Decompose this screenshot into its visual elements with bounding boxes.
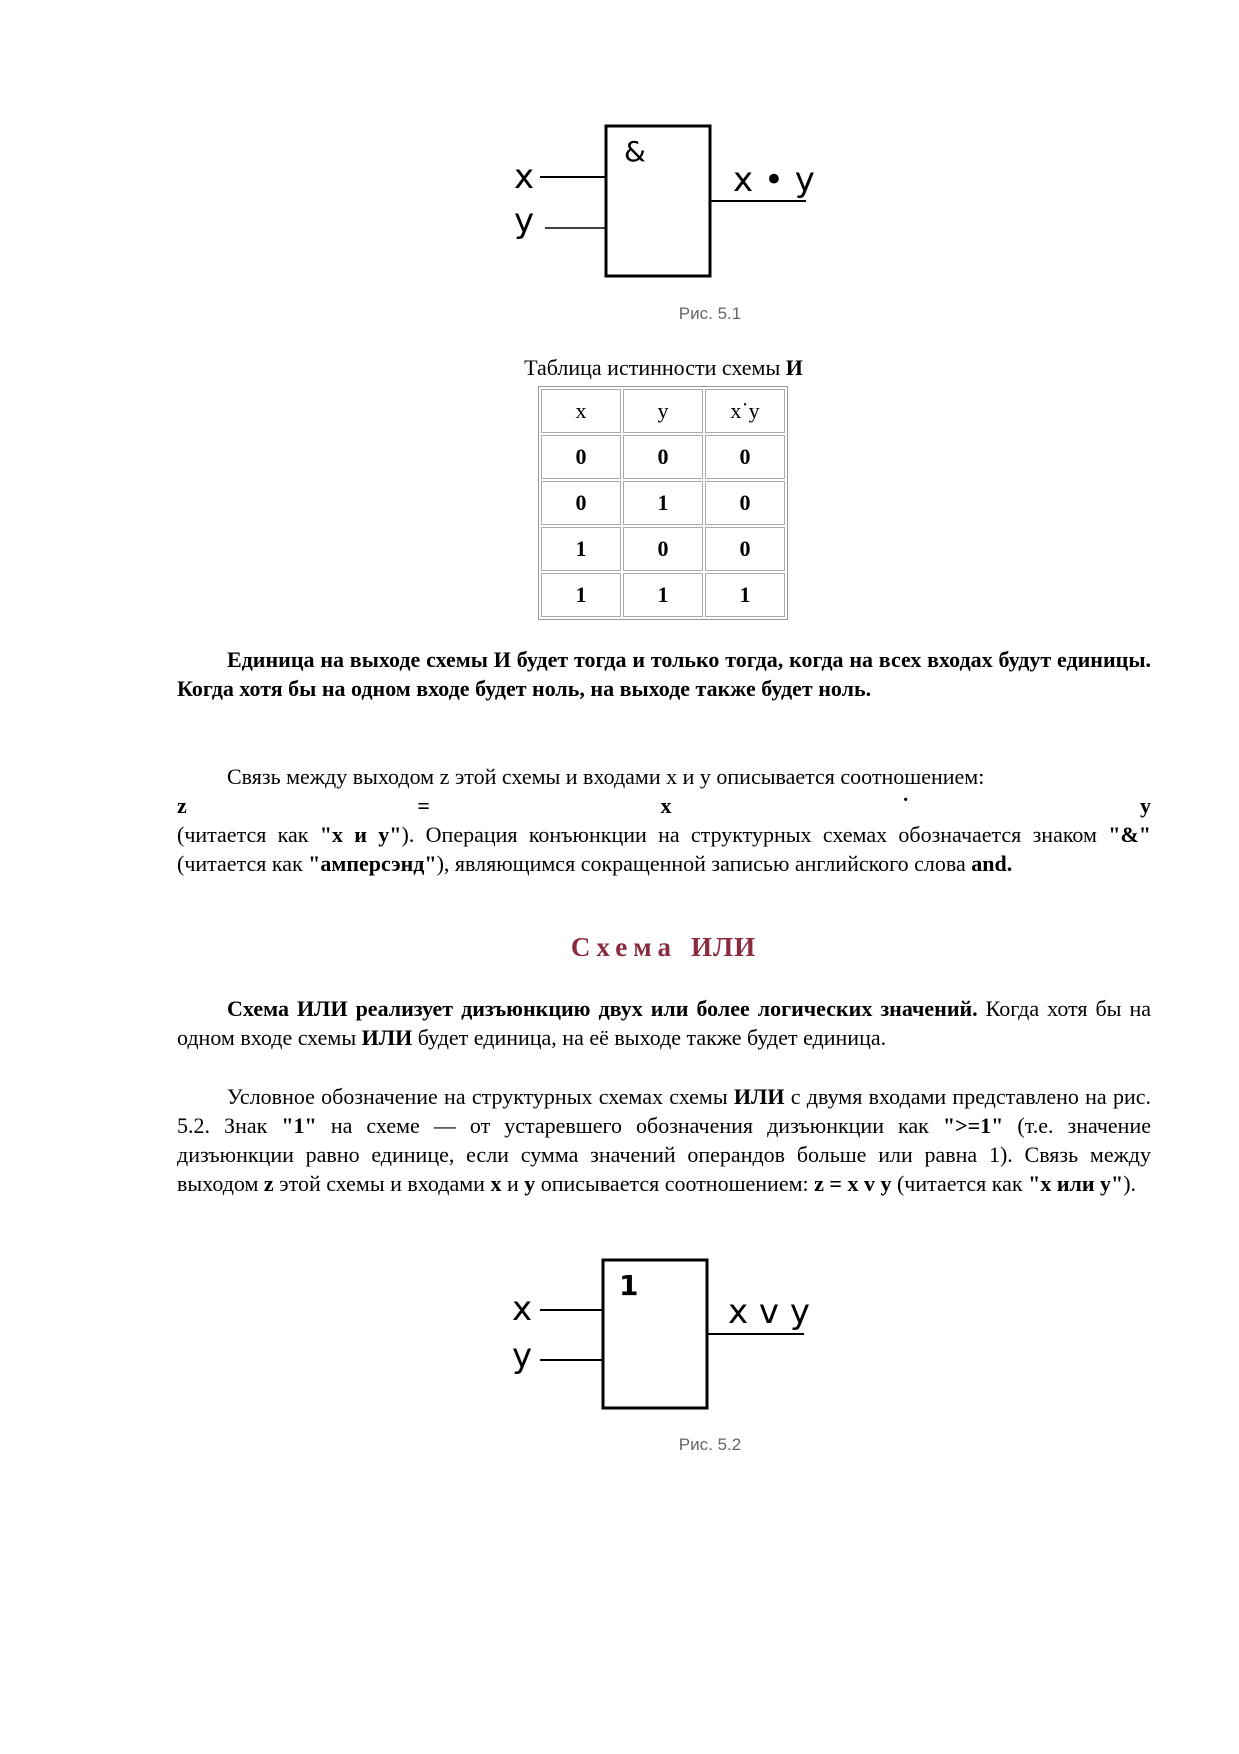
and-input-x-label: x	[514, 157, 535, 197]
table-cell: 0	[623, 435, 703, 479]
text-span: ). Операция конъюнкции на структурных схемах обозначается знаком	[401, 822, 1109, 847]
bold-span: "x и y"	[319, 822, 402, 847]
table-cell: 0	[705, 435, 785, 479]
paragraph-or-notation	[177, 1082, 1151, 1198]
bold-span: y	[524, 1171, 536, 1196]
bold-span: ИЛИ	[733, 1084, 785, 1109]
header-xy: x˙y	[705, 389, 785, 433]
figure-caption-5-2: Рис. 5.2	[678, 1435, 742, 1454]
conjunction-rest	[177, 820, 1151, 878]
bold-span: x	[490, 1171, 502, 1196]
bold-span: "&"	[1108, 822, 1151, 847]
and-gate-diagram	[0, 118, 1239, 288]
table-row	[541, 435, 785, 479]
bold-span: ">=1"	[942, 1113, 1004, 1138]
header-y: y	[623, 389, 703, 433]
heading-word-or: ИЛИ	[690, 932, 757, 962]
table-row	[541, 481, 785, 525]
and-output-label: x • y	[733, 160, 815, 200]
bold-span: z = x v y	[814, 1171, 892, 1196]
text-span: на схеме — от устаревшего обозначения дизъюнкции как	[316, 1113, 943, 1138]
or-gate-diagram	[0, 1252, 1239, 1422]
table-cell: 0	[541, 435, 621, 479]
or-output-label: x v y	[728, 1292, 810, 1332]
text-span: ).	[1123, 1171, 1137, 1196]
formula-z: z	[177, 793, 187, 818]
text-span: будет единица, на её выходе также будет единица.	[412, 1025, 887, 1050]
table-row	[541, 527, 785, 571]
truth-table-title-bold: И	[785, 355, 803, 380]
paragraph-conjunction	[177, 762, 1151, 878]
table-cell: 1	[705, 573, 785, 617]
and-input-y-label: y	[514, 201, 535, 241]
table-row	[541, 573, 785, 617]
text-span: этой схемы и входами	[273, 1171, 491, 1196]
formula-dot: ˙	[902, 793, 910, 818]
header-x: x	[541, 389, 621, 433]
paragraph-and-rule	[177, 645, 1151, 703]
text-span: Условное обозначение на структурных схемах схемы	[227, 1084, 734, 1109]
paragraph-or-definition	[177, 994, 1151, 1052]
figure-caption-5-1: Рис. 5.1	[678, 304, 742, 323]
formula-x: x	[660, 793, 672, 818]
and-gate-box	[606, 126, 710, 276]
table-cell: 1	[623, 481, 703, 525]
table-cell: 1	[541, 573, 621, 617]
or-input-x-label: x	[512, 1289, 533, 1329]
truth-table-title	[0, 355, 1239, 381]
text-span: (читается как	[891, 1171, 1029, 1196]
conjunction-line1-text: Связь между выходом z этой схемы и входами x и y описывается соотношением:	[227, 764, 985, 789]
text-span: описывается соотношением:	[535, 1171, 815, 1196]
table-cell: 1	[623, 573, 703, 617]
bold-span: ИЛИ	[361, 1025, 413, 1050]
heading-word-schema: Схема	[570, 932, 677, 962]
table-cell: 0	[623, 527, 703, 571]
table-cell: 0	[541, 481, 621, 525]
or-input-y-label: y	[512, 1336, 533, 1376]
table-cell: 1	[541, 527, 621, 571]
or-gate-figure	[0, 1252, 1239, 1422]
truth-table-header-row	[541, 389, 785, 433]
bold-span: "x или y"	[1028, 1171, 1124, 1196]
bold-span: "амперсэнд"	[308, 851, 437, 876]
text-span: Когда хотя бы на одном входе схемы	[177, 996, 1151, 1050]
table-cell: 0	[705, 527, 785, 571]
truth-table-title-text: Таблица истинности схемы	[524, 355, 786, 380]
formula-equals: =	[417, 793, 430, 818]
section-heading-or	[0, 932, 1239, 963]
bold-span: z	[263, 1171, 274, 1196]
text-span: (читается как	[177, 851, 309, 876]
paragraph-and-rule-text: Единица на выходе схемы И будет тогда и только тогда, когда на всех входах будут единицы. Когда хотя бы на одном входе будет ноль, на выходе также будет ноль.	[177, 647, 1151, 701]
text-span: и	[501, 1171, 525, 1196]
or-gate-symbol: 1	[619, 1269, 639, 1302]
conjunction-first-line	[177, 762, 1151, 791]
bold-span: Схема ИЛИ реализует дизъюнкцию двух или более логических значений.	[227, 996, 978, 1021]
text-span: с двумя входами представлено на рис. 5.2. Знак	[177, 1084, 1151, 1138]
formula-y: y	[1139, 793, 1151, 818]
bold-span: and.	[971, 851, 1013, 876]
text-span: ), являющимся сокращенной записью английского слова	[436, 851, 972, 876]
table-cell: 0	[705, 481, 785, 525]
and-gate-symbol: &	[624, 135, 646, 168]
conjunction-formula	[177, 791, 1151, 820]
truth-table	[538, 386, 788, 620]
and-gate-figure	[0, 118, 1239, 288]
bold-span: "1"	[281, 1113, 317, 1138]
text-span: (т.е. значение дизъюнкции равно единице, если сумма значений операндов больше или равна 1). Связь между выходом	[177, 1113, 1151, 1196]
text-span: (читается как	[177, 822, 320, 847]
